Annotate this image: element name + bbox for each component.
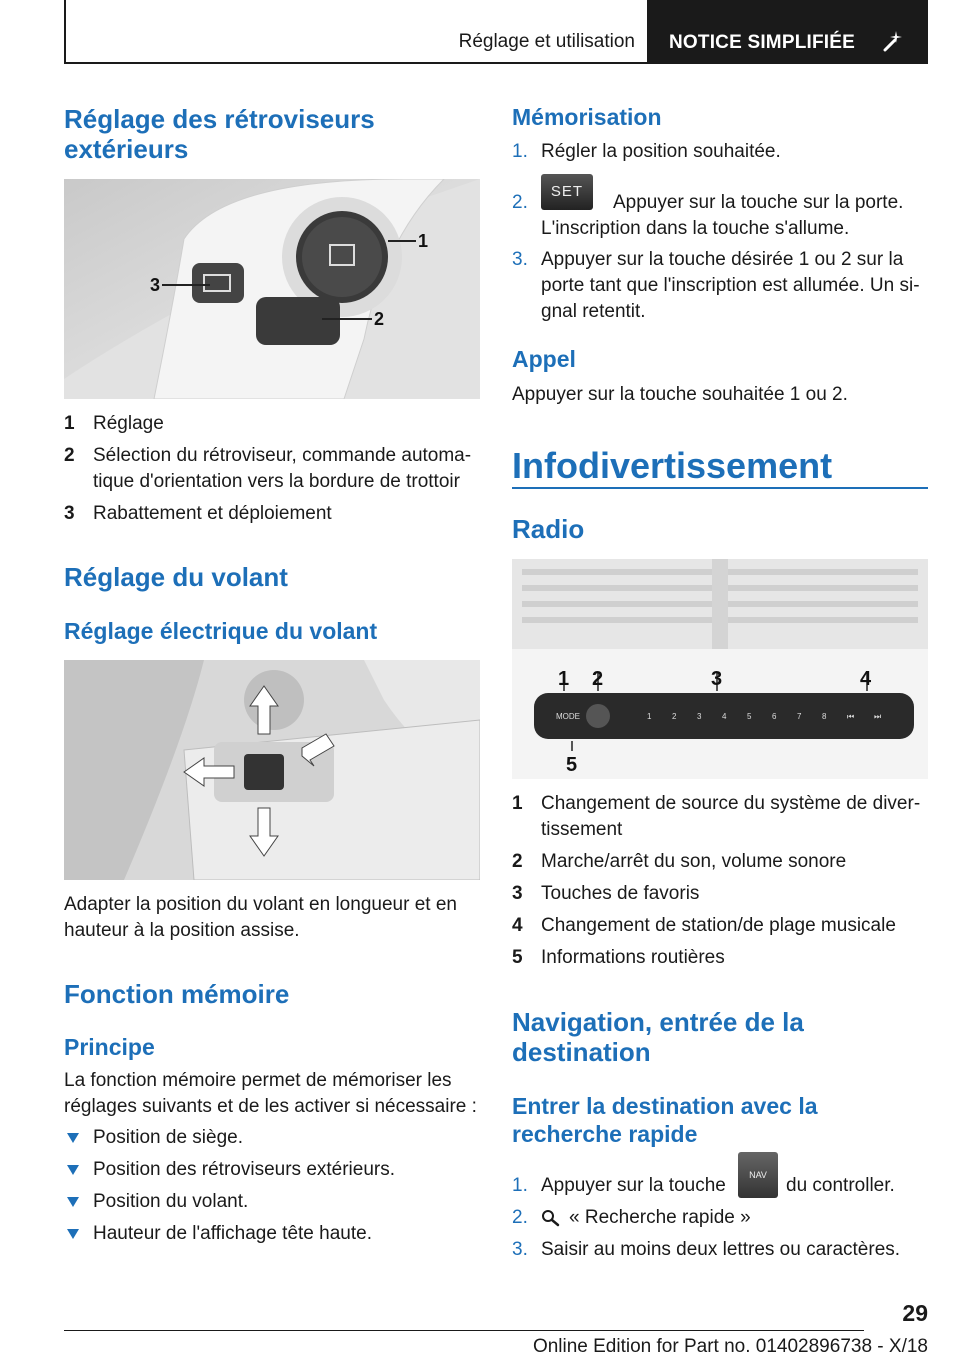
notice-badge (649, 0, 928, 64)
radio-btn-next: ⏭ (874, 712, 882, 721)
radio-title: Radio (512, 514, 585, 544)
triangle-bullet-icon (67, 1229, 79, 1239)
triangle-bullet-icon (67, 1165, 79, 1175)
radio-btn-7: 7 (797, 712, 802, 721)
radio-label-1: 1 (558, 668, 570, 690)
steering-column-image (64, 660, 480, 880)
section-tab (64, 0, 649, 64)
set-button-icon: SET (541, 174, 593, 210)
page-number: 29 (902, 1300, 928, 1326)
radio-btn-4: 4 (722, 712, 727, 721)
triangle-bullet-icon (67, 1133, 79, 1143)
search-icon (541, 1209, 561, 1227)
radio-label-5: 5 (566, 754, 578, 776)
radio-btn-mode: MODE (556, 712, 580, 721)
wheel-title: Réglage du volant (64, 562, 288, 592)
radio-btn-5: 5 (747, 712, 752, 721)
notice-badge-label: NOTICE SIMPLIFIÉE (669, 32, 856, 53)
nav-button-icon: NAV (738, 1152, 778, 1198)
principle-title: Principe (64, 1034, 155, 1060)
mirror-label-3: 3 (150, 275, 161, 295)
mirror-label-2: 2 (374, 309, 385, 329)
memory-title: Fonction mémoire (64, 979, 290, 1009)
footer-edition: Online Edition for Part no. 01402896738 - X/18 (532, 1336, 928, 1357)
wheel-subtitle: Réglage électrique du volant (64, 618, 378, 644)
radio-btn-6: 6 (772, 712, 777, 721)
radio-panel-image (512, 559, 928, 779)
footer-rule (64, 1330, 864, 1331)
radio-btn-8: 8 (822, 712, 827, 721)
mirror-controls-image (64, 179, 480, 399)
mirror-title: Réglage des rétroviseurs extérieurs (64, 104, 375, 164)
radio-label-4: 4 (860, 668, 872, 690)
radio-label-3: 3 (711, 668, 723, 690)
info-title: Infodivertissement (512, 445, 833, 486)
section-title: Réglage et utilisation (458, 31, 635, 52)
wand-icon (879, 28, 905, 54)
nav-subtitle: Entrer la destination avec la recherche rapide (512, 1093, 818, 1147)
list-item: 2. SET Appuyer sur la touche sur la porte. L'inscription dans la touche s'allume. (512, 174, 928, 236)
radio-btn-prev: ⏮ (847, 712, 855, 721)
wheel-text: Adapter la position du volant en longueur et en hauteur à la position assise. (64, 894, 457, 941)
list-item: 1. Appuyer sur la touche NAV du controller. (512, 1152, 928, 1202)
appel-text: Appuyer sur la touche souhaitée 1 ou 2. (512, 384, 848, 405)
appel-title: Appel (512, 346, 576, 372)
mirror-label-1: 1 (418, 231, 429, 251)
page-header (64, 0, 928, 64)
section-rule (512, 487, 928, 489)
radio-btn-3: 3 (697, 712, 702, 721)
radio-btn-1: 1 (647, 712, 652, 721)
memo-title: Mémorisation (512, 104, 662, 130)
nav-title: Navigation, entrée de la destination (512, 1007, 804, 1067)
radio-label-2: 2 (592, 668, 604, 690)
radio-btn-2: 2 (672, 712, 677, 721)
principle-text: La fonction mémoire permet de mémoriser les réglages suivants et de les activer si nécessaire : (64, 1070, 477, 1117)
triangle-bullet-icon (67, 1197, 79, 1207)
